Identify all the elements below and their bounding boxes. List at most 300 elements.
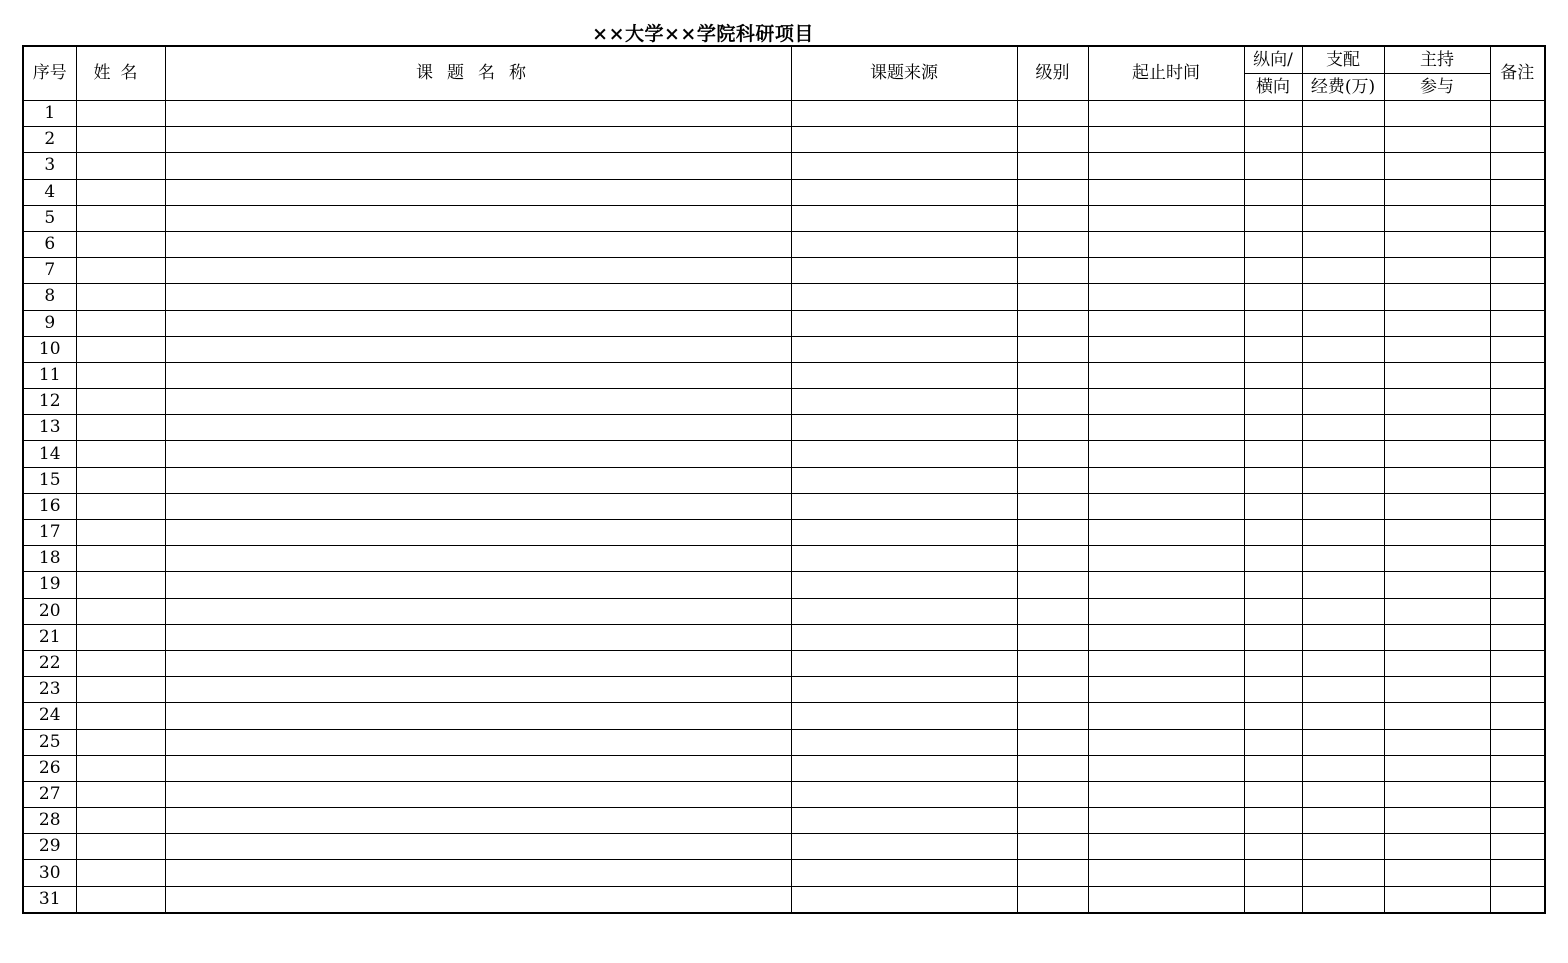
type-cell[interactable]: [1244, 205, 1302, 231]
source-cell[interactable]: [791, 624, 1017, 650]
funds-cell[interactable]: [1302, 703, 1384, 729]
name-cell[interactable]: [76, 415, 165, 441]
period-cell[interactable]: [1088, 336, 1244, 362]
level-cell[interactable]: [1017, 572, 1088, 598]
role-cell[interactable]: [1384, 493, 1490, 519]
name-cell[interactable]: [76, 284, 165, 310]
remarks-cell[interactable]: [1490, 546, 1545, 572]
role-cell[interactable]: [1384, 729, 1490, 755]
funds-cell[interactable]: [1302, 153, 1384, 179]
remarks-cell[interactable]: [1490, 781, 1545, 807]
remarks-cell[interactable]: [1490, 336, 1545, 362]
source-cell[interactable]: [791, 284, 1017, 310]
remarks-cell[interactable]: [1490, 179, 1545, 205]
name-cell[interactable]: [76, 546, 165, 572]
period-cell[interactable]: [1088, 101, 1244, 127]
level-cell[interactable]: [1017, 860, 1088, 886]
project-title-cell[interactable]: [165, 179, 791, 205]
funds-cell[interactable]: [1302, 179, 1384, 205]
source-cell[interactable]: [791, 231, 1017, 257]
funds-cell[interactable]: [1302, 886, 1384, 913]
remarks-cell[interactable]: [1490, 650, 1545, 676]
period-cell[interactable]: [1088, 729, 1244, 755]
role-cell[interactable]: [1384, 336, 1490, 362]
period-cell[interactable]: [1088, 310, 1244, 336]
period-cell[interactable]: [1088, 860, 1244, 886]
period-cell[interactable]: [1088, 179, 1244, 205]
level-cell[interactable]: [1017, 755, 1088, 781]
table-row: [23, 205, 1545, 231]
period-cell[interactable]: [1088, 520, 1244, 546]
role-cell[interactable]: [1384, 598, 1490, 624]
project-title-cell[interactable]: [165, 153, 791, 179]
name-cell[interactable]: [76, 231, 165, 257]
role-cell[interactable]: [1384, 755, 1490, 781]
row-index: 23: [23, 677, 76, 703]
funds-cell[interactable]: [1302, 808, 1384, 834]
level-cell[interactable]: [1017, 362, 1088, 388]
remarks-cell[interactable]: [1490, 572, 1545, 598]
remarks-cell[interactable]: [1490, 493, 1545, 519]
source-cell[interactable]: [791, 808, 1017, 834]
project-title-cell[interactable]: [165, 284, 791, 310]
header-type-top: 纵向/: [1244, 46, 1302, 74]
remarks-cell[interactable]: [1490, 834, 1545, 860]
header-remarks: 备注: [1490, 46, 1545, 101]
type-cell[interactable]: [1244, 362, 1302, 388]
source-cell[interactable]: [791, 650, 1017, 676]
source-cell[interactable]: [791, 572, 1017, 598]
project-title-cell[interactable]: [165, 127, 791, 153]
level-cell[interactable]: [1017, 886, 1088, 913]
project-title-cell[interactable]: [165, 441, 791, 467]
project-title-cell[interactable]: [165, 467, 791, 493]
funds-cell[interactable]: [1302, 127, 1384, 153]
remarks-cell[interactable]: [1490, 441, 1545, 467]
name-cell[interactable]: [76, 781, 165, 807]
role-cell[interactable]: [1384, 677, 1490, 703]
project-title-cell[interactable]: [165, 886, 791, 913]
period-cell[interactable]: [1088, 755, 1244, 781]
type-cell[interactable]: [1244, 808, 1302, 834]
project-title-cell[interactable]: [165, 755, 791, 781]
type-cell[interactable]: [1244, 677, 1302, 703]
header-funds-top: 支配: [1302, 46, 1384, 74]
project-title-cell[interactable]: [165, 336, 791, 362]
project-title-cell[interactable]: [165, 808, 791, 834]
level-cell[interactable]: [1017, 231, 1088, 257]
name-cell[interactable]: [76, 834, 165, 860]
type-cell[interactable]: [1244, 598, 1302, 624]
remarks-cell[interactable]: [1490, 808, 1545, 834]
role-cell[interactable]: [1384, 362, 1490, 388]
type-cell[interactable]: [1244, 781, 1302, 807]
level-cell[interactable]: [1017, 101, 1088, 127]
name-cell[interactable]: [76, 677, 165, 703]
project-title-cell[interactable]: [165, 860, 791, 886]
table-row: [23, 546, 1545, 572]
funds-cell[interactable]: [1302, 205, 1384, 231]
source-cell[interactable]: [791, 493, 1017, 519]
header-role-bottom: 参与: [1384, 74, 1490, 101]
level-cell[interactable]: [1017, 284, 1088, 310]
role-cell[interactable]: [1384, 650, 1490, 676]
period-cell[interactable]: [1088, 834, 1244, 860]
remarks-cell[interactable]: [1490, 860, 1545, 886]
remarks-cell[interactable]: [1490, 258, 1545, 284]
funds-cell[interactable]: [1302, 781, 1384, 807]
period-cell[interactable]: [1088, 677, 1244, 703]
period-cell[interactable]: [1088, 284, 1244, 310]
type-cell[interactable]: [1244, 493, 1302, 519]
type-cell[interactable]: [1244, 886, 1302, 913]
level-cell[interactable]: [1017, 598, 1088, 624]
funds-cell[interactable]: [1302, 650, 1384, 676]
project-title-cell[interactable]: [165, 572, 791, 598]
name-cell[interactable]: [76, 441, 165, 467]
role-cell[interactable]: [1384, 258, 1490, 284]
document-title: ××大学××学院科研项目: [592, 23, 814, 45]
period-cell[interactable]: [1088, 231, 1244, 257]
header-name: 姓名: [76, 46, 165, 101]
level-cell[interactable]: [1017, 415, 1088, 441]
funds-cell[interactable]: [1302, 755, 1384, 781]
project-title-cell[interactable]: [165, 624, 791, 650]
table-row: [23, 650, 1545, 676]
period-cell[interactable]: [1088, 362, 1244, 388]
name-cell[interactable]: [76, 624, 165, 650]
funds-cell[interactable]: [1302, 493, 1384, 519]
funds-cell[interactable]: [1302, 520, 1384, 546]
project-title-cell[interactable]: [165, 598, 791, 624]
source-cell[interactable]: [791, 336, 1017, 362]
role-cell[interactable]: [1384, 310, 1490, 336]
remarks-cell[interactable]: [1490, 231, 1545, 257]
level-cell[interactable]: [1017, 493, 1088, 519]
project-title-cell[interactable]: [165, 703, 791, 729]
source-cell[interactable]: [791, 441, 1017, 467]
funds-cell[interactable]: [1302, 598, 1384, 624]
period-cell[interactable]: [1088, 703, 1244, 729]
role-cell[interactable]: [1384, 520, 1490, 546]
period-cell[interactable]: [1088, 572, 1244, 598]
level-cell[interactable]: [1017, 153, 1088, 179]
type-cell[interactable]: [1244, 860, 1302, 886]
type-cell[interactable]: [1244, 729, 1302, 755]
period-cell[interactable]: [1088, 205, 1244, 231]
row-index: 10: [23, 336, 76, 362]
role-cell[interactable]: [1384, 153, 1490, 179]
remarks-cell[interactable]: [1490, 205, 1545, 231]
period-cell[interactable]: [1088, 781, 1244, 807]
role-cell[interactable]: [1384, 179, 1490, 205]
period-cell[interactable]: [1088, 546, 1244, 572]
funds-cell[interactable]: [1302, 389, 1384, 415]
project-title-cell[interactable]: [165, 101, 791, 127]
level-cell[interactable]: [1017, 258, 1088, 284]
project-title-cell[interactable]: [165, 310, 791, 336]
period-cell[interactable]: [1088, 650, 1244, 676]
type-cell[interactable]: [1244, 179, 1302, 205]
name-cell[interactable]: [76, 362, 165, 388]
type-cell[interactable]: [1244, 834, 1302, 860]
project-title-cell[interactable]: [165, 415, 791, 441]
source-cell[interactable]: [791, 389, 1017, 415]
source-cell[interactable]: [791, 179, 1017, 205]
name-cell[interactable]: [76, 520, 165, 546]
funds-cell[interactable]: [1302, 231, 1384, 257]
table-row: [23, 493, 1545, 519]
source-cell[interactable]: [791, 101, 1017, 127]
funds-cell[interactable]: [1302, 336, 1384, 362]
name-cell[interactable]: [76, 886, 165, 913]
funds-cell[interactable]: [1302, 729, 1384, 755]
name-cell[interactable]: [76, 860, 165, 886]
name-cell[interactable]: [76, 493, 165, 519]
level-cell[interactable]: [1017, 624, 1088, 650]
role-cell[interactable]: [1384, 624, 1490, 650]
type-cell[interactable]: [1244, 415, 1302, 441]
remarks-cell[interactable]: [1490, 677, 1545, 703]
type-cell[interactable]: [1244, 258, 1302, 284]
type-cell[interactable]: [1244, 650, 1302, 676]
type-cell[interactable]: [1244, 310, 1302, 336]
name-cell[interactable]: [76, 389, 165, 415]
funds-cell[interactable]: [1302, 441, 1384, 467]
role-cell[interactable]: [1384, 546, 1490, 572]
remarks-cell[interactable]: [1490, 598, 1545, 624]
remarks-cell[interactable]: [1490, 310, 1545, 336]
project-title-cell[interactable]: [165, 729, 791, 755]
name-cell[interactable]: [76, 729, 165, 755]
remarks-cell[interactable]: [1490, 729, 1545, 755]
role-cell[interactable]: [1384, 284, 1490, 310]
period-cell[interactable]: [1088, 415, 1244, 441]
source-cell[interactable]: [791, 677, 1017, 703]
funds-cell[interactable]: [1302, 467, 1384, 493]
period-cell[interactable]: [1088, 389, 1244, 415]
source-cell[interactable]: [791, 520, 1017, 546]
name-cell[interactable]: [76, 598, 165, 624]
remarks-cell[interactable]: [1490, 886, 1545, 913]
source-cell[interactable]: [791, 258, 1017, 284]
project-title-cell[interactable]: [165, 520, 791, 546]
type-cell[interactable]: [1244, 520, 1302, 546]
funds-cell[interactable]: [1302, 310, 1384, 336]
project-title-cell[interactable]: [165, 258, 791, 284]
row-index: 14: [23, 441, 76, 467]
source-cell[interactable]: [791, 205, 1017, 231]
level-cell[interactable]: [1017, 389, 1088, 415]
remarks-cell[interactable]: [1490, 520, 1545, 546]
role-cell[interactable]: [1384, 231, 1490, 257]
row-index: 16: [23, 493, 76, 519]
role-cell[interactable]: [1384, 467, 1490, 493]
period-cell[interactable]: [1088, 624, 1244, 650]
table-row: [23, 127, 1545, 153]
period-cell[interactable]: [1088, 808, 1244, 834]
level-cell[interactable]: [1017, 808, 1088, 834]
project-title-cell[interactable]: [165, 834, 791, 860]
project-title-cell[interactable]: [165, 781, 791, 807]
project-title-cell[interactable]: [165, 650, 791, 676]
remarks-cell[interactable]: [1490, 755, 1545, 781]
source-cell[interactable]: [791, 467, 1017, 493]
type-cell[interactable]: [1244, 624, 1302, 650]
period-cell[interactable]: [1088, 258, 1244, 284]
funds-cell[interactable]: [1302, 415, 1384, 441]
remarks-cell[interactable]: [1490, 101, 1545, 127]
level-cell[interactable]: [1017, 310, 1088, 336]
period-cell[interactable]: [1088, 493, 1244, 519]
name-cell[interactable]: [76, 755, 165, 781]
remarks-cell[interactable]: [1490, 362, 1545, 388]
level-cell[interactable]: [1017, 781, 1088, 807]
remarks-cell[interactable]: [1490, 153, 1545, 179]
source-cell[interactable]: [791, 703, 1017, 729]
role-cell[interactable]: [1384, 703, 1490, 729]
level-cell[interactable]: [1017, 205, 1088, 231]
funds-cell[interactable]: [1302, 572, 1384, 598]
type-cell[interactable]: [1244, 546, 1302, 572]
role-cell[interactable]: [1384, 205, 1490, 231]
name-cell[interactable]: [76, 467, 165, 493]
role-cell[interactable]: [1384, 441, 1490, 467]
project-title-cell[interactable]: [165, 493, 791, 519]
funds-cell[interactable]: [1302, 258, 1384, 284]
period-cell[interactable]: [1088, 127, 1244, 153]
table-row: [23, 441, 1545, 467]
type-cell[interactable]: [1244, 755, 1302, 781]
source-cell[interactable]: [791, 729, 1017, 755]
project-title-cell[interactable]: [165, 389, 791, 415]
level-cell[interactable]: [1017, 703, 1088, 729]
role-cell[interactable]: [1384, 572, 1490, 598]
name-cell[interactable]: [76, 310, 165, 336]
funds-cell[interactable]: [1302, 860, 1384, 886]
funds-cell[interactable]: [1302, 101, 1384, 127]
project-title-cell[interactable]: [165, 231, 791, 257]
level-cell[interactable]: [1017, 834, 1088, 860]
source-cell[interactable]: [791, 860, 1017, 886]
role-cell[interactable]: [1384, 127, 1490, 153]
name-cell[interactable]: [76, 650, 165, 676]
funds-cell[interactable]: [1302, 284, 1384, 310]
period-cell[interactable]: [1088, 467, 1244, 493]
remarks-cell[interactable]: [1490, 389, 1545, 415]
level-cell[interactable]: [1017, 729, 1088, 755]
type-cell[interactable]: [1244, 153, 1302, 179]
period-cell[interactable]: [1088, 598, 1244, 624]
project-title-cell[interactable]: [165, 205, 791, 231]
name-cell[interactable]: [76, 179, 165, 205]
role-cell[interactable]: [1384, 886, 1490, 913]
level-cell[interactable]: [1017, 127, 1088, 153]
type-cell[interactable]: [1244, 101, 1302, 127]
type-cell[interactable]: [1244, 389, 1302, 415]
source-cell[interactable]: [791, 362, 1017, 388]
table-row: [23, 153, 1545, 179]
table-row: [23, 258, 1545, 284]
remarks-cell[interactable]: [1490, 284, 1545, 310]
funds-cell[interactable]: [1302, 624, 1384, 650]
name-cell[interactable]: [76, 153, 165, 179]
role-cell[interactable]: [1384, 781, 1490, 807]
level-cell[interactable]: [1017, 336, 1088, 362]
name-cell[interactable]: [76, 572, 165, 598]
source-cell[interactable]: [791, 546, 1017, 572]
name-cell[interactable]: [76, 808, 165, 834]
name-cell[interactable]: [76, 258, 165, 284]
type-cell[interactable]: [1244, 284, 1302, 310]
funds-cell[interactable]: [1302, 677, 1384, 703]
type-cell[interactable]: [1244, 336, 1302, 362]
level-cell[interactable]: [1017, 520, 1088, 546]
source-cell[interactable]: [791, 127, 1017, 153]
level-cell[interactable]: [1017, 467, 1088, 493]
level-cell[interactable]: [1017, 179, 1088, 205]
type-cell[interactable]: [1244, 127, 1302, 153]
source-cell[interactable]: [791, 415, 1017, 441]
type-cell[interactable]: [1244, 467, 1302, 493]
period-cell[interactable]: [1088, 441, 1244, 467]
name-cell[interactable]: [76, 101, 165, 127]
source-cell[interactable]: [791, 781, 1017, 807]
remarks-cell[interactable]: [1490, 467, 1545, 493]
remarks-cell[interactable]: [1490, 127, 1545, 153]
remarks-cell[interactable]: [1490, 415, 1545, 441]
role-cell[interactable]: [1384, 389, 1490, 415]
source-cell[interactable]: [791, 886, 1017, 913]
period-cell[interactable]: [1088, 886, 1244, 913]
period-cell[interactable]: [1088, 153, 1244, 179]
name-cell[interactable]: [76, 127, 165, 153]
role-cell[interactable]: [1384, 415, 1490, 441]
role-cell[interactable]: [1384, 808, 1490, 834]
type-cell[interactable]: [1244, 231, 1302, 257]
remarks-cell[interactable]: [1490, 703, 1545, 729]
role-cell[interactable]: [1384, 101, 1490, 127]
name-cell[interactable]: [76, 336, 165, 362]
source-cell[interactable]: [791, 755, 1017, 781]
source-cell[interactable]: [791, 310, 1017, 336]
source-cell[interactable]: [791, 153, 1017, 179]
role-cell[interactable]: [1384, 860, 1490, 886]
level-cell[interactable]: [1017, 546, 1088, 572]
table-row: [23, 834, 1545, 860]
type-cell[interactable]: [1244, 703, 1302, 729]
project-title-cell[interactable]: [165, 677, 791, 703]
level-cell[interactable]: [1017, 650, 1088, 676]
project-title-cell[interactable]: [165, 546, 791, 572]
funds-cell[interactable]: [1302, 362, 1384, 388]
level-cell[interactable]: [1017, 441, 1088, 467]
type-cell[interactable]: [1244, 572, 1302, 598]
role-cell[interactable]: [1384, 834, 1490, 860]
type-cell[interactable]: [1244, 441, 1302, 467]
row-index: 13: [23, 415, 76, 441]
name-cell[interactable]: [76, 703, 165, 729]
source-cell[interactable]: [791, 834, 1017, 860]
funds-cell[interactable]: [1302, 546, 1384, 572]
name-cell[interactable]: [76, 205, 165, 231]
funds-cell[interactable]: [1302, 834, 1384, 860]
project-title-cell[interactable]: [165, 362, 791, 388]
remarks-cell[interactable]: [1490, 624, 1545, 650]
level-cell[interactable]: [1017, 677, 1088, 703]
source-cell[interactable]: [791, 598, 1017, 624]
table-row: [23, 781, 1545, 807]
